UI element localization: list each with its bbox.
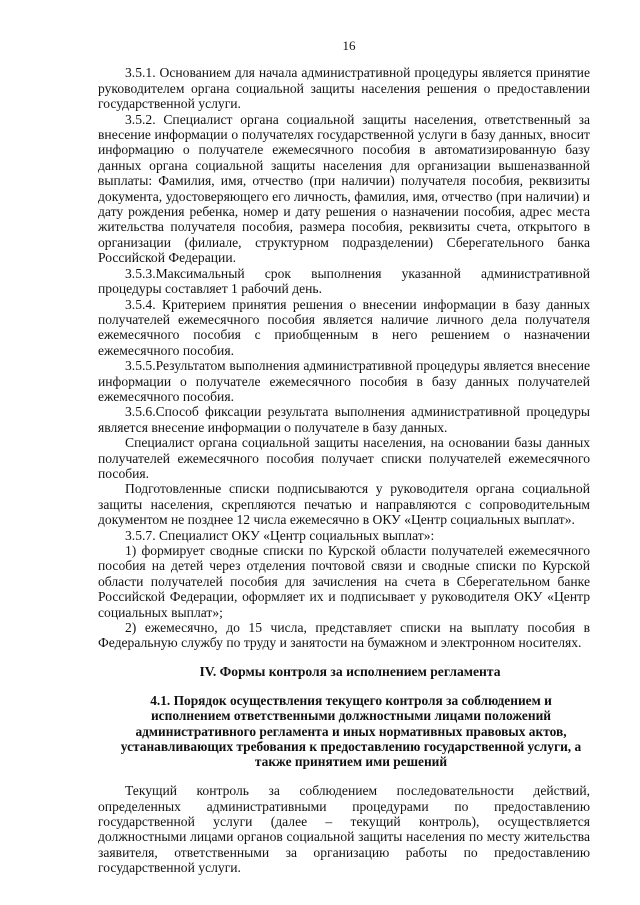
paragraph-specialist-lists: Специалист органа социальной защиты населения, на основании базы данных получателей ежемесячного пособия получает списки получателей ежемесячного пособия. xyxy=(98,435,590,481)
paragraph-signed-lists: Подготовленные списки подписываются у руководителя органа социальной защиты населения, скрепляются печатью и направляются с сопроводительным документом не позднее 12 числа ежемесячно в ОКУ «Центр социальных выплат». xyxy=(98,481,590,528)
paragraph-3-5-7: 3.5.7. Специалист ОКУ «Центр социальных выплат»: xyxy=(125,527,435,543)
paragraph-item-2: 2) ежемесячно, до 15 числа, представляет списки на выплату пособия в Федеральную службу по труду и занятости на бумажном и электронном носителях. xyxy=(98,620,590,651)
paragraph-3-5-2: 3.5.2. Специалист органа социальной защиты населения, ответственный за внесение информации о получателях государственной услуги в базу данных, вносит информацию о получателе ежемесячного пособия в автоматизированную базу данных органа социальной защиты населения для организации вышеназванной выплаты: Фамилия, имя, отчество (при наличии) получателя пособия, реквизиты документа, удостоверяющего его личность, фамилия, имя, отчество (при наличии) и дату рождения ребенка, номер и дату решения о назначении пособия, адрес места жительства получателя пособия, размера пособия, реквизиты счета, открытого в организации (филиале, структурном подразделении) Сберегательного банка Российской Федерации. xyxy=(98,111,590,266)
paragraph-item-1: 1) формирует сводные списки по Курской области получателей ежемесячного пособия на детей через отделения почтовой связи и сводные списки по Курской области получателей пособия для зачисления на счета в Сберегательном банке Российской Федерации, оформляет их и подписывает у руководителя ОКУ «Центр социальных выплат»; xyxy=(98,543,590,620)
paragraph-3-5-4: 3.5.4. Критерием принятия решения о внесении информации в базу данных получателей ежемесячного пособия является наличие личного дела получателя ежемесячного пособия с приобщенным в него решением о назначении ежемесячного пособия. xyxy=(98,296,590,358)
document-page xyxy=(98,38,590,876)
subsection-title: 4.1. Порядок осуществления текущего контроля за соблюдением и исполнением ответственными должностными лицами положений административного регламента и иных нормативных правовых актов, устанавливающих требования к предоставлению государственной услуги, а также принятием ими решений xyxy=(120,693,582,770)
paragraph-current-control: Текущий контроль за соблюдением последовательности действий, определенных административными процедурами по предоставлению государственной услуги (далее – текущий контроль), осуществляется должностными лицами органов социальной защиты населения по месту жительства заявителя, ответственными за организацию работы по предоставлению государственной услуги. xyxy=(98,783,590,876)
section-title: IV. Формы контроля за исполнением регламента xyxy=(199,663,501,679)
paragraph-3-5-6: 3.5.6.Способ фиксации результата выполнения административной процедуры является внесение информации о получателе в базу данных. xyxy=(98,404,590,435)
paragraph-3-5-1: 3.5.1. Основанием для начала административной процедуры является принятие руководителем органа социальной защиты населения решения о предоставлении государственной услуги. xyxy=(98,65,590,112)
page-number: 16 xyxy=(342,38,356,53)
paragraph-3-5-5: 3.5.5.Результатом выполнения административной процедуры является внесение информации о получателе ежемесячного пособия в базу данных получателей ежемесячного пособия. xyxy=(98,358,590,404)
paragraph-3-5-3: 3.5.3.Максимальный срок выполнения указанной административной процедуры составляет 1 рабочий день. xyxy=(98,265,590,297)
